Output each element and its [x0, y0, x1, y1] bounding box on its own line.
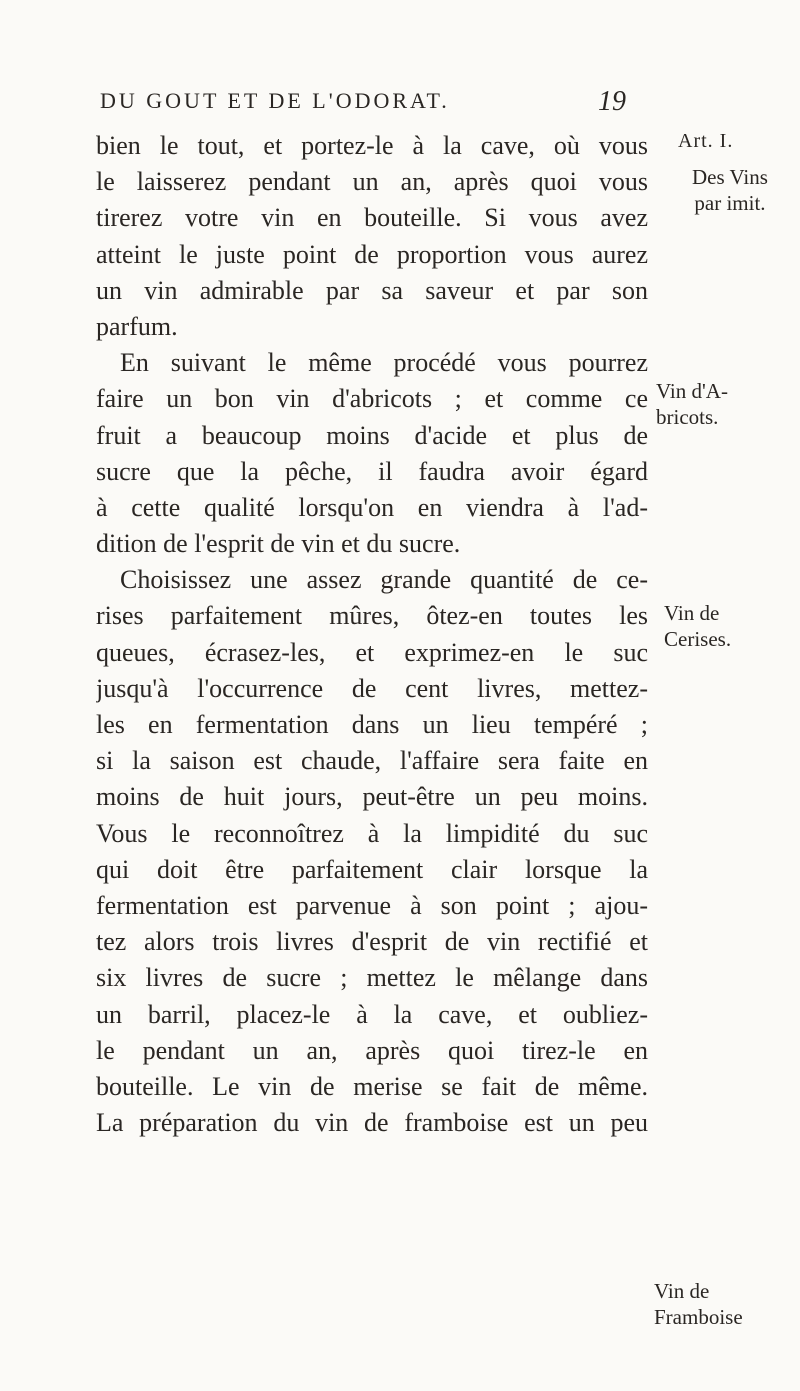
- text-line: un barril, placez-le à la cave, et oubliez-: [96, 999, 648, 1029]
- text-line: qui doit être parfaitement clair lorsque la: [96, 854, 648, 884]
- text-line: fermentation est parvenue à son point ; ajou-: [96, 890, 648, 920]
- margin-note-line: Cerises.: [664, 627, 732, 651]
- text-line: fruit a beaucoup moins d'acide et plus de: [96, 420, 648, 450]
- text-line: à cette qualité lorsqu'on en viendra à l'ad-: [96, 492, 648, 522]
- margin-note-line: Des Vins: [692, 165, 768, 189]
- margin-note-article: Art. I.: [678, 130, 734, 152]
- text-line: faire un bon vin d'abricots ; et comme ce: [96, 384, 648, 414]
- text-line: queues, écrasez-les, et exprimez-en le suc: [96, 637, 648, 667]
- text-line: jusqu'à l'occurrence de cent livres, mettez-: [96, 673, 648, 703]
- text-line: La préparation du vin de framboise est un peu: [96, 1108, 648, 1138]
- margin-note-line: Framboise: [654, 1305, 743, 1329]
- text-line: le laisserez pendant un an, après quoi vous: [96, 167, 648, 197]
- margin-note-framboise: [654, 1278, 743, 1330]
- text-line: tirerez votre vin en bouteille. Si vous avez: [96, 203, 648, 233]
- margin-note-line: bricots.: [656, 405, 719, 429]
- text-line: sucre que la pêche, il faudra avoir égard: [96, 456, 648, 486]
- text-line: En suivant le même procédé vous pourrez: [120, 348, 648, 378]
- text-line: six livres de sucre ; mettez le mêlange dans: [96, 963, 648, 993]
- text-line: si la saison est chaude, l'affaire sera faite en: [96, 746, 648, 776]
- text-line: bouteille. Le vin de merise se fait de même.: [96, 1071, 648, 1101]
- text-line: le pendant un an, après quoi tirez-le en: [96, 1035, 648, 1065]
- text-line: les en fermentation dans un lieu tempéré ;: [96, 710, 648, 739]
- margin-note-line: Vin d'A-: [656, 379, 728, 403]
- margin-note-line: par imit.: [694, 191, 766, 215]
- margin-note-line: Vin de: [654, 1279, 710, 1303]
- text-line: rises parfaitement mûres, ôtez-en toutes les: [96, 601, 648, 631]
- text-line: parfum.: [96, 311, 178, 341]
- margin-note-line: Vin de: [664, 601, 720, 625]
- text-line: dition de l'esprit de vin et du sucre.: [96, 529, 461, 559]
- text-line: tez alors trois livres d'esprit de vin rectifié et: [96, 927, 648, 957]
- running-title: DU GOUT ET DE L'ODORAT.: [100, 88, 450, 113]
- text-line: Choisissez une assez grande quantité de ce-: [120, 565, 648, 595]
- body-text: [96, 128, 648, 1141]
- margin-note-des-vins: [692, 164, 768, 216]
- text-line: un vin admirable par sa saveur et par son: [96, 275, 648, 305]
- margin-note-cerises: [664, 600, 731, 652]
- margin-note-abricots: [656, 378, 728, 430]
- page-number: 19: [598, 86, 626, 117]
- text-line: atteint le juste point de proportion vous aurez: [96, 239, 648, 269]
- text-line: moins de huit jours, peut-être un peu moins.: [96, 782, 648, 812]
- text-line: bien le tout, et portez-le à la cave, où vous: [96, 131, 648, 160]
- text-line: Vous le reconnoîtrez à la limpidité du suc: [96, 818, 648, 848]
